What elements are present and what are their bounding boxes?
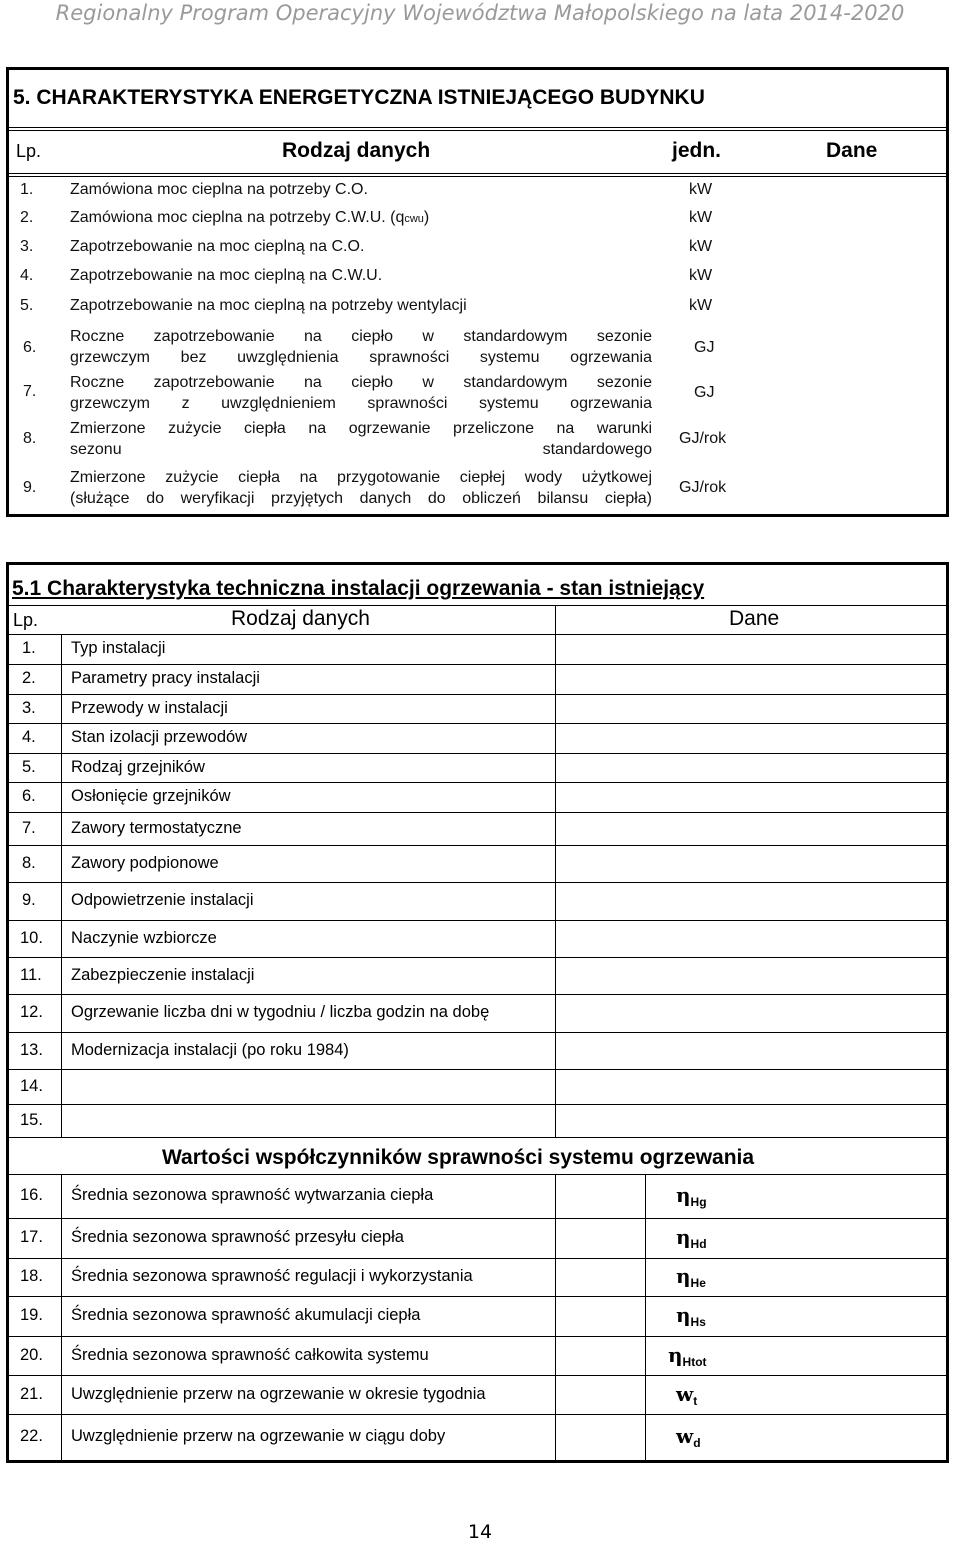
row-label: Roczne zapotrzebowanie na ciepło w standardowym sezonie grzewczym z uwzględnieniem sprawności systemu ogrzewania (70, 374, 652, 412)
row-label: Zapotrzebowanie na moc cieplną na C.W.U. (70, 267, 383, 284)
list-item-label: Zabezpieczenie instalacji (71, 966, 255, 984)
efficiency-symbol: $\eta_{Hs}$ (676, 1303, 706, 1329)
efficiency-lp: 21. (20, 1385, 43, 1403)
list-item-label: Zawory termostatyczne (71, 819, 242, 837)
efficiency-lp: 18. (20, 1267, 43, 1285)
row-lp: 6. (23, 339, 37, 356)
energy-row (20, 181, 940, 201)
row-unit: kW (689, 209, 713, 226)
list-item-lp: 15. (20, 1111, 43, 1129)
row-unit: kW (689, 238, 713, 255)
row-lp: 9. (23, 479, 37, 496)
efficiency-lp: 16. (20, 1186, 43, 1204)
list-item-lp: 6. (22, 787, 36, 805)
list-item-label: Odpowietrzenie instalacji (71, 891, 254, 909)
list-item-lp: 1. (22, 639, 36, 657)
list-item-lp: 5. (22, 758, 36, 776)
efficiency-lp: 22. (20, 1427, 43, 1445)
energy-row (20, 267, 940, 287)
efficiency-label: Średnia sezonowa sprawność całkowita systemu (71, 1346, 429, 1364)
row-lp: 2. (20, 209, 34, 226)
list-item-lp: 3. (22, 699, 36, 717)
efficiency-symbol: $\eta_{Htot}$ (668, 1343, 707, 1369)
list-item-label: Typ instalacji (71, 639, 166, 657)
list-item-label: Stan izolacji przewodów (71, 728, 248, 746)
row-lp: 8. (23, 430, 37, 447)
row-lp: 4. (20, 267, 34, 284)
row-lp: 5. (20, 297, 34, 314)
list-item-lp: 4. (22, 728, 36, 746)
list-item-label: Zawory podpionowe (71, 854, 219, 872)
row-unit: kW (689, 181, 713, 198)
list-item-label: Ogrzewanie liczba dni w tygodniu / liczba godzin na dobę (71, 1003, 490, 1021)
col-dane-header-51: Dane (729, 607, 780, 630)
row-label: Zapotrzebowanie na moc cieplną na C.O. (70, 238, 365, 255)
list-item-label: Przewody w instalacji (71, 699, 228, 717)
row-lp: 7. (23, 383, 37, 400)
row-lp: 3. (20, 238, 34, 255)
list-item-lp: 9. (22, 891, 36, 909)
list-item-lp: 8. (22, 854, 36, 872)
list-item-label: Modernizacja instalacji (po roku 1984) (71, 1041, 349, 1059)
document-header: Regionalny Program Operacyjny Województwa Małopolskiego na lata 2014-2020 (55, 1, 905, 25)
efficiency-label: Średnia sezonowa sprawność przesyłu ciepła (71, 1228, 404, 1246)
efficiency-lp: 20. (20, 1346, 43, 1364)
section-51-title: 5.1 Charakterystyka techniczna instalacji ogrzewania - stan istniejący (12, 577, 705, 600)
row-label: Zapotrzebowanie na moc cieplną na potrzeby wentylacji (70, 297, 467, 314)
list-item-lp: 14. (20, 1077, 43, 1095)
list-item-lp: 12. (20, 1003, 43, 1021)
list-item-label: Osłonięcie grzejników (71, 787, 231, 805)
efficiency-symbol: $w_t$ (676, 1382, 698, 1408)
row-unit: GJ/rok (679, 430, 727, 447)
list-item-lp: 13. (20, 1041, 43, 1059)
row-label: Roczne zapotrzebowanie na ciepło w standardowym sezonie grzewczym bez uwzględnienia sprawności systemu ogrzewania (70, 328, 652, 366)
row-unit: GJ (694, 384, 715, 401)
energy-row (20, 297, 940, 317)
row-unit: GJ (694, 339, 715, 356)
list-item-label: Naczynie wzbiorcze (71, 929, 217, 947)
energy-row (20, 238, 940, 258)
efficiency-symbol: $w_d$ (676, 1424, 701, 1450)
row-unit: kW (689, 297, 713, 314)
efficiency-label: Średnia sezonowa sprawność wytwarzania ciepła (71, 1186, 434, 1204)
list-item-lp: 11. (20, 966, 42, 984)
efficiency-label: Uwzględnienie przerw na ogrzewanie w ciągu doby (71, 1427, 446, 1445)
efficiency-label: Średnia sezonowa sprawność akumulacji ciepła (71, 1306, 421, 1324)
row-label: Zmierzone zużycie ciepła na przygotowanie ciepłej wody użytkowej (służące do weryfikacji przyjętych danych do obliczeń bilansu ciepła) (70, 469, 652, 507)
efficiency-label: Średnia sezonowa sprawność regulacji i wykorzystania (71, 1267, 473, 1285)
efficiency-lp: 19. (20, 1306, 43, 1324)
list-item-label: Rodzaj grzejników (71, 758, 205, 776)
col-jedn-header: jedn. (672, 139, 722, 162)
energy-row (20, 209, 940, 229)
list-item-label: Parametry pracy instalacji (71, 669, 260, 687)
efficiency-symbol: $\eta_{Hg}$ (676, 1183, 707, 1209)
efficiency-symbol: $\eta_{He}$ (676, 1264, 706, 1290)
row-label: Zmierzone zużycie ciepła na ogrzewanie przeliczone na warunki sezonu standardowego (70, 420, 652, 458)
section-5-title: 5. CHARAKTERYSTYKA ENERGETYCZNA ISTNIEJĄCEGO BUDYNKU (13, 86, 705, 109)
efficiency-lp: 17. (20, 1228, 43, 1246)
list-item-lp: 2. (22, 669, 36, 687)
row-unit: kW (689, 267, 713, 284)
row-lp: 1. (20, 181, 34, 198)
row-label: Zamówiona moc cieplna na potrzeby C.W.U. (qcwu) (70, 209, 430, 226)
col-lp-header: Lp. (16, 141, 42, 161)
col-rodzaj-header: Rodzaj danych (282, 139, 431, 162)
col-rodzaj-header-51: Rodzaj danych (231, 607, 370, 630)
row-unit: GJ/rok (679, 479, 727, 496)
list-item-lp: 7. (22, 819, 36, 837)
col-lp-header-51: Lp. (13, 610, 39, 630)
efficiency-subheading: Wartości współczynników sprawności systemu ogrzewania (162, 1146, 755, 1169)
page-number: 14 (467, 1521, 493, 1543)
row-label: Zamówiona moc cieplna na potrzeby C.O. (70, 181, 368, 198)
col-dane-header: Dane (826, 139, 878, 162)
list-item-lp: 10. (20, 929, 43, 947)
efficiency-label: Uwzględnienie przerw na ogrzewanie w okresie tygodnia (71, 1385, 486, 1403)
efficiency-symbol: $\eta_{Hd}$ (676, 1225, 707, 1251)
